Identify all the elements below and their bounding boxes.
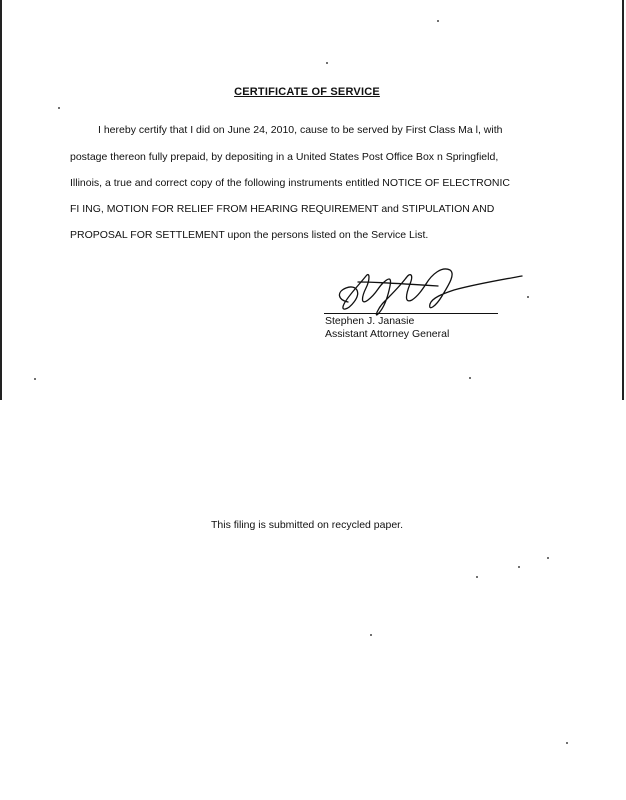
scan-speck <box>566 742 568 744</box>
scan-speck <box>370 634 372 636</box>
body-line-3: Illinois, a true and correct copy of the following instruments entitled NOTICE OF ELECTRONIC <box>70 177 511 189</box>
scan-edge-right <box>622 0 624 400</box>
body-line-1: I hereby certify that I did on June 24, 2010, cause to be served by First Class Ma l, with <box>98 124 503 136</box>
scan-speck <box>437 20 439 22</box>
scan-speck <box>547 557 549 559</box>
signature-line <box>324 313 498 314</box>
scan-speck <box>469 377 471 379</box>
signer-title: Assistant Attorney General <box>325 328 450 340</box>
scan-speck <box>34 378 36 380</box>
scan-edge-left <box>0 0 2 400</box>
footer-note: This filing is submitted on recycled paper. <box>210 519 403 531</box>
scan-speck <box>476 576 478 578</box>
body-line-2: postage thereon fully prepaid, by depositing in a United States Post Office Box n Springfield, <box>70 151 499 163</box>
document-title: CERTIFICATE OF SERVICE <box>234 86 380 98</box>
body-line-4: FI ING, MOTION FOR RELIEF FROM HEARING REQUIREMENT and STIPULATION AND <box>70 203 495 215</box>
scan-speck <box>58 107 60 109</box>
scan-speck <box>326 62 328 64</box>
signer-name: Stephen J. Janasie <box>325 315 415 327</box>
body-line-5: PROPOSAL FOR SETTLEMENT upon the persons listed on the Service List. <box>70 229 429 241</box>
scan-speck <box>518 566 520 568</box>
